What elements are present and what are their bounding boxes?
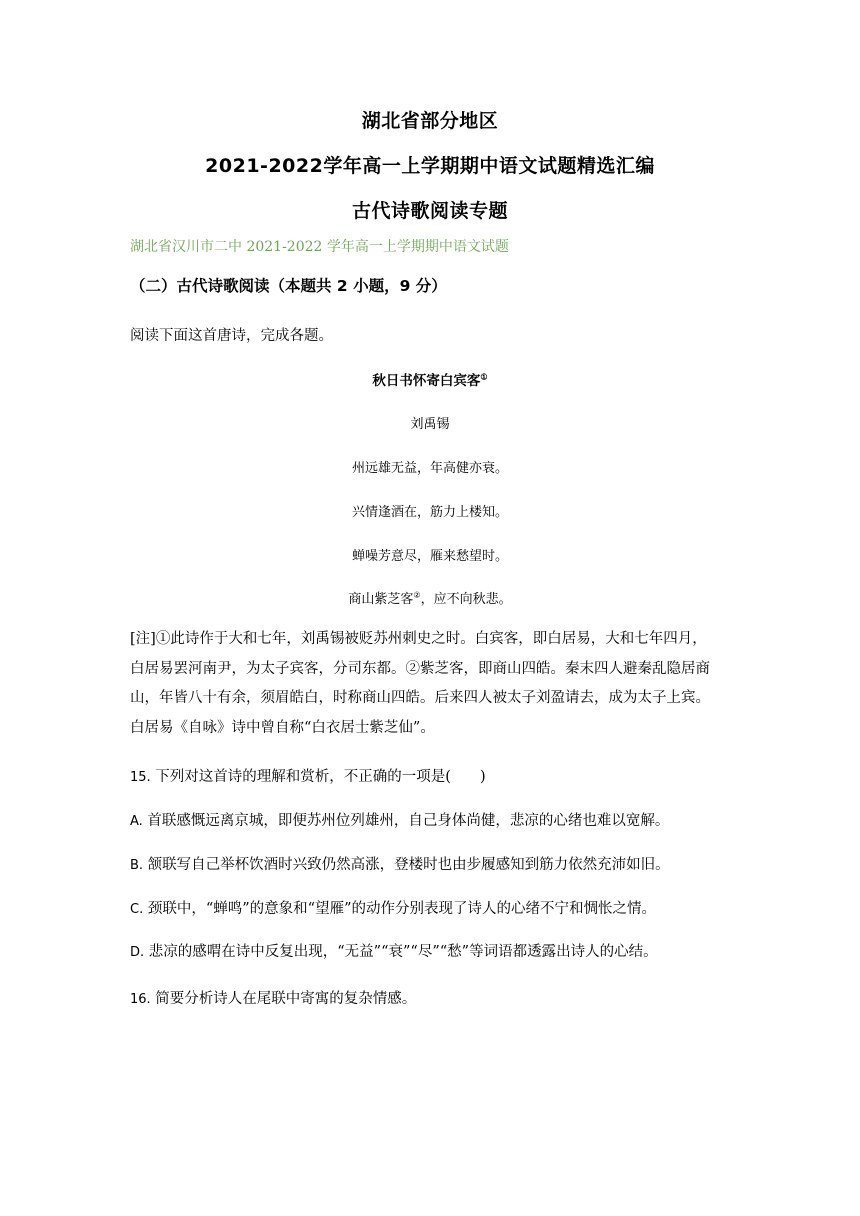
header-exam-title: 2021-2022学年高一上学期期中语文试题精选汇编 [205,155,655,177]
option-b [130,853,670,874]
option-text: 悲凉的感喟在诗中反复出现，“无益”“衰”“尽”“愁”等词语都透露出诗人的心结。 [148,944,658,960]
poem-line: 州远雄无益，年高健亦衰。 [351,461,508,476]
poem-author: 刘禹锡 [410,417,450,432]
question-number: 16. [130,992,151,1007]
instruction-text: 阅读下面这首唐诗，完成各题。 [130,328,333,344]
option-letter: C. [130,902,144,917]
option-text: 首联感慨远离京城，即便苏州位列雄州，自己身体尚健，悲凉的心绪也难以宽解。 [147,813,670,829]
question-16 [130,987,416,1008]
poem-title [0,369,860,389]
option-d [130,940,658,961]
question-15 [130,765,486,786]
note-line: 白居易罢河南尹，为太子宾客，分司东都。②紫芝客，即商山四皓。秦末四人避秦乱隐居商 [130,660,710,677]
question-text: 简要分析诗人在尾联中寄寓的复杂情感。 [155,991,417,1007]
note-line: [注]①此诗作于大和七年，刘禹锡被贬苏州刺史之时。白宾客，即白居易，大和七年四月， [130,631,707,647]
question-number: 15. [130,770,151,785]
note-line: 山，年皆八十有余，须眉皓白，时称商山四皓。后来四人被太子刘盈请去，成为太子上宾。 [130,690,710,706]
poem-notes [130,625,735,743]
option-text: 颈联中，“蝉鸣”的意象和“望雁”的动作分别表现了诗人的心绪不宁和惆怅之情。 [147,901,656,917]
poem-line: 蝉噪芳意尽，雁来愁望时。 [351,549,508,564]
note-line: 白居易《自咏》诗中曾自称“白衣居士紫芝仙”。 [130,719,435,736]
poem-line: 兴情逢酒在，筋力上楼知。 [351,505,508,520]
poem-line-post: ，应不向秋悲。 [420,592,512,607]
poem-title-text: 秋日书怀寄白宾客 [372,373,481,389]
option-letter: D. [130,945,145,960]
option-text: 颔联写自己举杯饮酒时兴致仍然高涨，登楼时也由步履感知到筋力依然充沛如旧。 [147,857,670,873]
option-letter: A. [130,814,143,829]
poem-line-pre: 商山紫芝客 [348,592,414,607]
option-a [130,809,669,830]
header-topic: 古代诗歌阅读专题 [351,200,508,222]
option-c [130,897,656,918]
header-region: 湖北省部分地区 [361,110,499,132]
poem-title-footnote-mark: ① [480,371,488,382]
poem-line-footnote-mark: ② [413,590,421,600]
option-letter: B. [130,858,144,873]
source-label: 湖北省汉川市二中 2021-2022 学年高一上学期期中语文试题 [130,239,509,255]
section-title: （二）古代诗歌阅读（本题共 2 小题，9 分） [130,277,447,295]
poem-line-last [0,588,860,607]
question-text: 下列对这首诗的理解和赏析，不正确的一项是( ) [155,769,486,785]
